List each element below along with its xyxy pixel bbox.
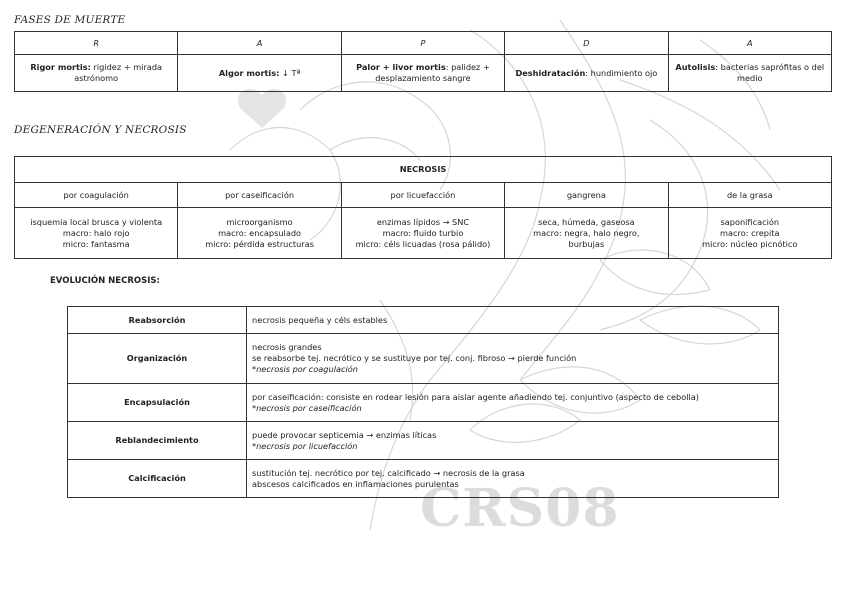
- necrosis-type: de la grasa: [668, 183, 831, 208]
- fases-desc: rigidez + mirada astrónomo: [74, 62, 163, 83]
- detail-line: macro: halo rojo: [62, 227, 130, 238]
- fases-desc: : hundimiento ojo: [585, 67, 658, 78]
- detail-line: micro: núcleo picnótico: [702, 238, 798, 249]
- description-note: *necrosis por caseificación: [252, 402, 362, 413]
- fases-letter: A: [178, 32, 341, 55]
- necrosis-type: por coagulación: [15, 183, 178, 208]
- fases-term: Deshidratación: [515, 67, 586, 78]
- fases-letter: P: [341, 32, 504, 55]
- table-row: [68, 460, 779, 498]
- detail-line: macro: negra, halo negro,: [533, 227, 640, 238]
- fases-cell: [341, 55, 504, 92]
- evolucion-stage: Encapsulación: [68, 384, 247, 422]
- fases-desc: : palidez + desplazamiento sangre: [375, 62, 490, 83]
- detail-line: micro: pérdida estructuras: [205, 238, 314, 249]
- detail-line: seca, húmeda, gaseosa: [538, 216, 635, 227]
- evolucion-description: [247, 307, 779, 334]
- evolucion-table: [67, 306, 779, 498]
- fases-term: Palor + livor mortis: [356, 62, 446, 72]
- evolucion-description: [247, 422, 779, 460]
- fases-term: Rigor mortis:: [30, 62, 91, 72]
- evolucion-description: [247, 334, 779, 384]
- fases-term: Autolisis: [675, 62, 716, 72]
- fases-cell: [505, 55, 668, 92]
- fases-cell: [178, 55, 341, 92]
- degeneracion-heading: DEGENERACIÓN Y NECROSIS: [14, 124, 187, 136]
- detail-line: isquemia local brusca y violenta: [30, 216, 163, 227]
- description-line: necrosis pequeña y céls estables: [252, 314, 388, 325]
- evolucion-stage: Organización: [68, 334, 247, 384]
- fases-letter: A: [668, 32, 831, 55]
- evolucion-stage: Reblandecimiento: [68, 422, 247, 460]
- evolucion-description: [247, 384, 779, 422]
- detail-line: macro: encapsulado: [218, 227, 302, 238]
- fases-letter: R: [15, 32, 178, 55]
- detail-line: micro: céls licuadas (rosa pálido): [355, 238, 491, 249]
- necrosis-table-title: NECROSIS: [15, 157, 832, 183]
- evolucion-heading: EVOLUCIÓN NECROSIS:: [50, 276, 160, 286]
- table-row: [68, 334, 779, 384]
- table-row: [68, 384, 779, 422]
- fases-cell: [668, 55, 831, 92]
- description-line: sustitución tej. necrótico por tej. calcificado → necrosis de la grasa: [252, 467, 525, 478]
- fases-term: Algor mortis:: [218, 67, 280, 78]
- description-note: *necrosis por licuefacción: [252, 440, 358, 451]
- fases-desc: : bacterias saprófitas o del medio: [715, 62, 825, 83]
- watermark-text: CRS08: [420, 478, 620, 539]
- evolucion-stage: Calcificación: [68, 460, 247, 498]
- table-row: [68, 307, 779, 334]
- description-note: *necrosis por coagulación: [252, 364, 358, 374]
- detail-line: enzimas lípidos → SNC: [376, 216, 470, 227]
- description-line: se reabsorbe tej. necrótico y se sustituye por tej. conj. fibroso → pierde función: [252, 353, 577, 363]
- detail-line: macro: crepita: [720, 227, 780, 238]
- table-row: [68, 422, 779, 460]
- necrosis-detail: [505, 208, 668, 259]
- description-line: abscesos calcificados en inflamaciones purulentas: [252, 478, 459, 489]
- necrosis-detail: [15, 208, 178, 259]
- description-line: por caseificación: consiste en rodear lesión para aislar agente añadiendo tej. conjuntivo (aspecto de cebolla): [252, 391, 699, 402]
- evolucion-description: [247, 460, 779, 498]
- necrosis-type: por caseificación: [178, 183, 341, 208]
- necrosis-detail: [178, 208, 341, 259]
- evolucion-stage: Reabsorción: [68, 307, 247, 334]
- fases-heading: FASES DE MUERTE: [14, 14, 126, 26]
- detail-line: saponificación: [720, 216, 780, 227]
- fases-cell: [15, 55, 178, 92]
- detail-line: macro: fluido turbio: [382, 227, 464, 238]
- detail-line: burbujas: [568, 238, 605, 249]
- necrosis-detail: [341, 208, 504, 259]
- necrosis-detail: [668, 208, 831, 259]
- description-line: puede provocar septicemia → enzimas líticas: [252, 429, 437, 440]
- necrosis-type: gangrena: [505, 183, 668, 208]
- necrosis-type: por licuefacción: [341, 183, 504, 208]
- description-line: necrosis grandes: [252, 342, 322, 352]
- fases-letter: D: [505, 32, 668, 55]
- fases-desc: ↓ Tª: [279, 67, 301, 78]
- detail-line: microorganismo: [226, 216, 293, 227]
- detail-line: micro: fantasma: [62, 238, 130, 249]
- fases-table: [14, 31, 832, 92]
- necrosis-table: [14, 156, 832, 259]
